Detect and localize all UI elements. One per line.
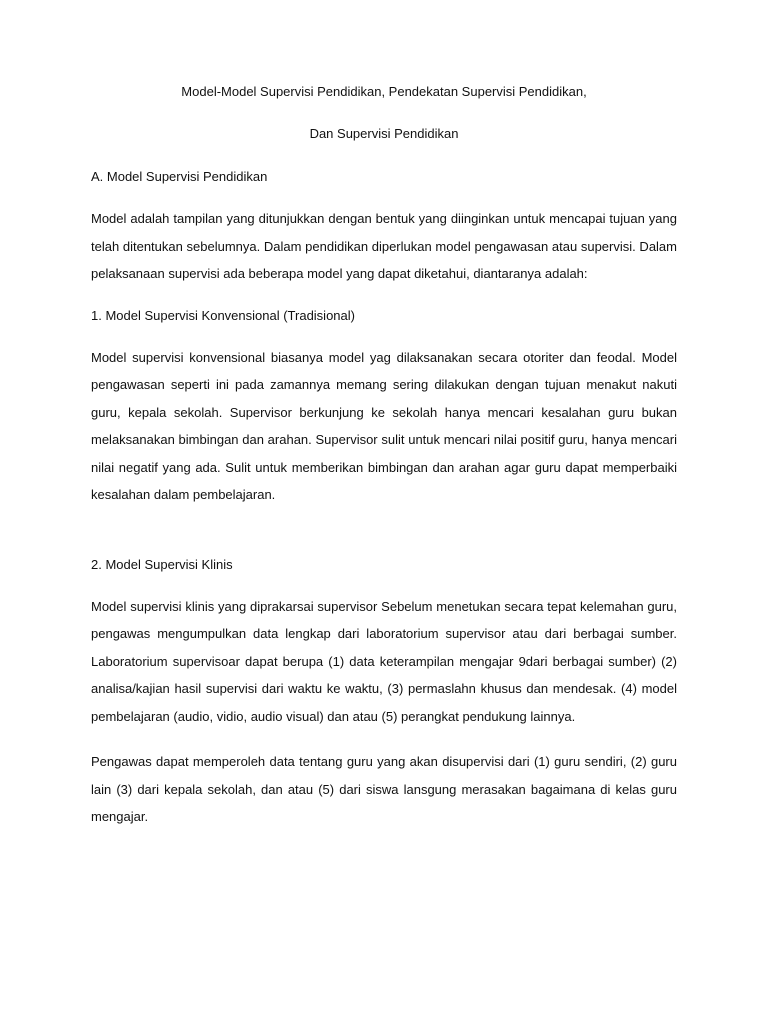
model-2-paragraph-1: Model supervisi klinis yang diprakarsai supervisor Sebelum menetukan secara tepat kelemahan guru, pengawas mengumpulkan data lengkap dari laboratorium supervisor atau dari berbagai sumber. Laboratorium supervisoar dapat berupa (1) data keterampilan mengajar 9dari berbagai sumber) (2) analisa/kajian hasil supervisi dari waktu ke waktu, (3) permaslahn khusus dan mendesak. (4) model pembelajaran (audio, vidio, audio visual) dan atau (5) perangkat pendukung lainnya. bbox=[91, 598, 677, 724]
section-a-heading: A. Model Supervisi Pendidikan bbox=[91, 169, 268, 184]
model-2-heading: 2. Model Supervisi Klinis bbox=[91, 556, 233, 572]
model-1-paragraph: Model supervisi konvensional biasanya model yag dilaksanakan secara otoriter dan feodal. Model pengawasan seperti ini pada zamannya memang sering dilakukan dengan tujuan menakut nakuti guru, kepala sekolah. Supervisor berkunjung ke sekolah hanya mencari kesalahan guru bukan melaksanakan bimbingan dan arahan. Supervisor sulit untuk mencari nilai positif guru, hanya mencari nilai negatif yang ada. Sulit untuk memberikan bimbingan dan arahan agar guru dapat memperbaiki kesalahan dalam pembelajaran. bbox=[91, 349, 677, 502]
document-page bbox=[91, 82, 677, 849]
model-1-heading: 1. Model Supervisi Konvensional (Tradisional) bbox=[91, 307, 355, 323]
section-a-paragraph: Model adalah tampilan yang ditunjukkan dengan bentuk yang diinginkan untuk mencapai tujuan yang telah ditentukan sebelumnya. Dalam pendidikan diperlukan model pengawasan atau supervisi. Dalam pelaksanaan supervisi ada beberapa model yang dapat diketahui, diantaranya adalah: bbox=[91, 211, 677, 281]
document-title-line-2: Dan Supervisi Pendidikan bbox=[309, 126, 459, 141]
model-2-paragraph-2: Pengawas dapat memperoleh data tentang guru yang akan disupervisi dari (1) guru sendiri, (2) guru lain (3) dari kepala sekolah, dan atau (5) dari siswa lansgung merasakan bagaimana di kelas guru mengajar. bbox=[91, 754, 677, 824]
document-title-line-1: Model-Model Supervisi Pendidikan, Pendekatan Supervisi Pendidikan, bbox=[181, 84, 587, 99]
